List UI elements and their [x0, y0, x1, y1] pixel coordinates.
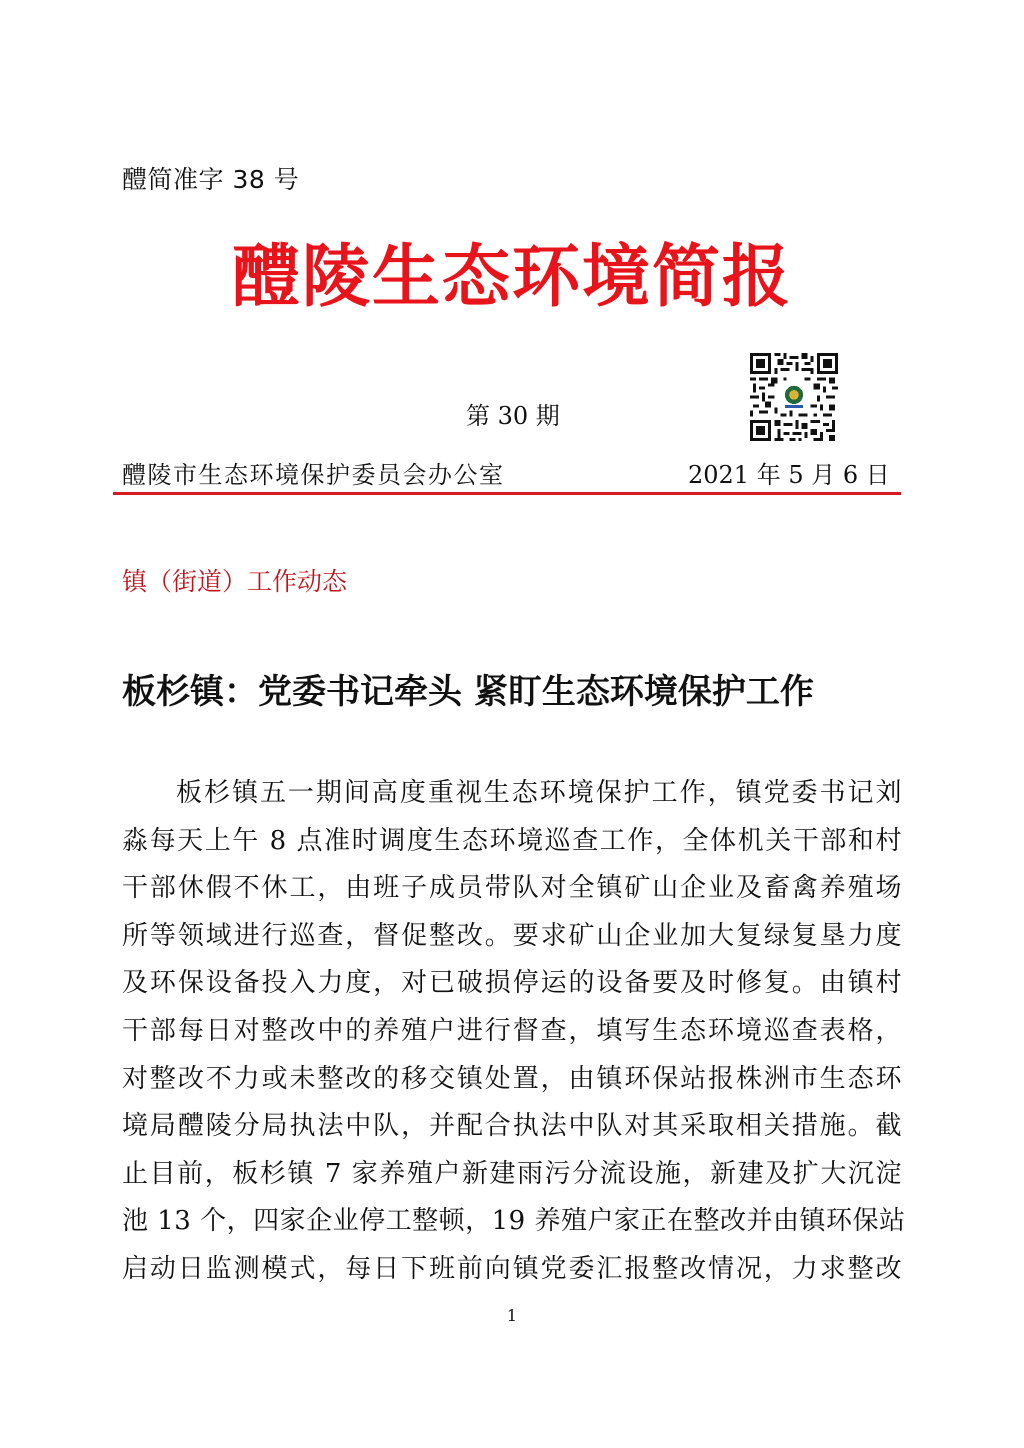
article-title: 板杉镇：党委书记牵头 紧盯生态环境保护工作 — [122, 672, 814, 712]
qr-code-icon — [750, 353, 838, 441]
body-line: 干部休假不休工，由班子成员带队对全镇矿山企业及畜禽养殖场 — [122, 873, 902, 904]
body-line: 干部每日对整改中的养殖户进行督查，填写生态环境巡查表格， — [122, 1015, 902, 1046]
body-line: 止目前，板杉镇 7 家养殖户新建雨污分流设施，新建及扩大沉淀 — [122, 1158, 902, 1189]
body-line: 启动日监测模式，每日下班前向镇党委汇报整改情况，力求整改 — [122, 1253, 902, 1284]
body-line: 淼每天上午 8 点准时调度生态环境巡查工作，全体机关干部和村 — [122, 825, 902, 856]
page-number: 1 — [506, 1306, 518, 1325]
body-line: 及环保设备投入力度，对已破损停运的设备要及时修复。由镇村 — [122, 968, 902, 999]
body-line: 所等领域进行巡查，督促整改。要求矿山企业加大复绿复垦力度 — [122, 920, 902, 951]
section-label: 镇（街道）工作动态 — [122, 567, 348, 596]
article-body — [122, 770, 906, 1294]
masthead-title: 醴陵生态环境简报 — [231, 237, 792, 317]
issue-date: 2021 年 5 月 6 日 — [688, 461, 890, 489]
body-line: 对整改不力或未整改的移交镇处置，由镇环保站报株洲市生态环 — [122, 1063, 902, 1094]
body-line: 境局醴陵分局执法中队，并配合执法中队对其采取相关措施。截 — [122, 1111, 902, 1142]
issue-number: 第 30 期 — [466, 402, 560, 430]
issuer-name: 醴陵市生态环境保护委员会办公室 — [122, 461, 505, 489]
body-line: 池 13 个，四家企业停工整顿，19 养殖户家正在整改并由镇环保站 — [122, 1206, 906, 1237]
document-number: 醴简准字 38 号 — [122, 165, 300, 194]
header-divider — [113, 492, 901, 495]
body-line: 板杉镇五一期间高度重视生态环境保护工作，镇党委书记刘 — [176, 778, 902, 808]
